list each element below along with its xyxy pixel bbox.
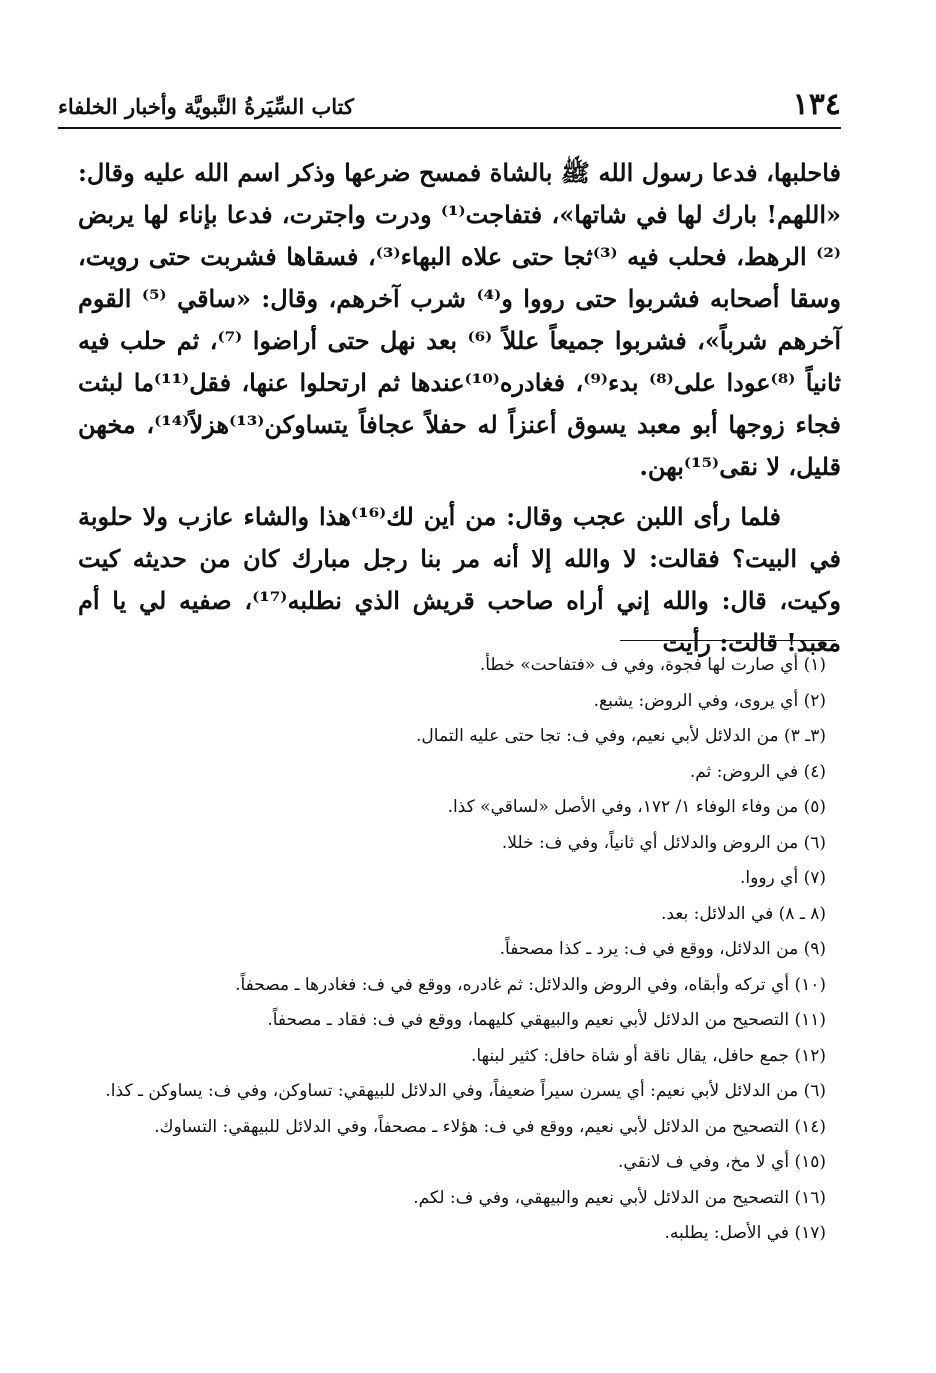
footnote: (٩) من الدلائل، ووقع في ف: يرد ـ كذا مصحفاً.	[499, 939, 826, 959]
footnote: (٦) من الروض والدلائل أي ثانياً، وفي ف: خللا.	[501, 832, 826, 853]
footnote: (٦) من الدلائل لأبي نعيم: أي يسرن سيراً ضعيفاً، وفي الدلائل للبيهقي: تساوكن، وفي ف: يساوكن ـ كذا.	[105, 1081, 826, 1101]
main-text	[78, 152, 841, 664]
footnote: (١٧) في الأصل: يطلبه.	[664, 1223, 826, 1243]
paragraph: فاحلبها، فدعا رسول الله ﷺ بالشاة فمسح ضرعها وذكر اسم الله عليه وقال: «اللهم! بارك لها في شاتها»، فتفاجت⁽¹⁾ ودرت واجترت، فدعا بإناء لها يربض ⁽²⁾ الرهط، فحلب فيه ⁽³⁾ثجا حتى علاه البهاء⁽³⁾، فسقاها فشربت حتى رويت، وسقا أصحابه فشربوا حتى رووا و⁽⁴⁾ شرب آخرهم، وقال: «ساقي ⁽⁵⁾ القوم آخرهم شرباً»، فشربوا جميعاً عللاً ⁽⁶⁾ بعد نهل حتى أراضوا ⁽⁷⁾، ثم حلب فيه ثانياً ⁽⁸⁾عودا على⁽⁸⁾ بدء⁽⁹⁾، فغادره⁽¹⁰⁾عندها ثم ارتحلوا عنها، فقل⁽¹¹⁾ما لبثت فجاء زوجها أبو معبد يسوق أعنزاً له حفلاً عجافاً يتساوكن⁽¹³⁾هزلاً⁽¹⁴⁾، مخهن قليل، لا نقى⁽¹⁵⁾بهن.	[78, 158, 842, 481]
footnote: (٢) أي يروى، وفي الروض: يشبع.	[593, 690, 826, 711]
footnote: (١٢) جمع حافل، يقال ناقة أو شاة حافل: كثير لبنها.	[470, 1045, 826, 1066]
header-divider	[58, 127, 841, 129]
footnote: (٣ـ ٣) من الدلائل لأبي نعيم، وفي ف: تجا حتى عليه التمال.	[416, 726, 826, 746]
footnote: (٥) من وفاء الوفاء ١/ ١٧٢، وفي الأصل «لساقي» كذا.	[447, 797, 826, 817]
footnote: (١٤) التصحيح من الدلائل لأبي نعيم، ووقع في ف: هؤلاء ـ مصحفاً، وفي الدلائل للبيهقي: التساوك.	[154, 1116, 826, 1137]
running-header	[58, 82, 841, 122]
footnote: (١٠) أي تركه وأبقاه، وفي الروض والدلائل: ثم غادره، ووقع في ف: فغادرها ـ مصحفاً.	[235, 974, 826, 995]
book-title: كتاب السِّيَرةُ النَّبويَّة وأخبار الخلفاء	[58, 94, 354, 119]
footnote: (١٥) أي لا مخ، وفي ف لانقي.	[618, 1152, 826, 1172]
footnote: (٧) أي رووا.	[739, 868, 826, 888]
footnotes	[78, 648, 826, 1252]
footnote: (١٦) التصحيح من الدلائل لأبي نعيم والبيهقي، وفي ف: لكم.	[413, 1187, 826, 1208]
footnote: (٨ ـ ٨) في الدلائل: بعد.	[661, 903, 826, 924]
footnote: (٤) في الروض: ثم.	[689, 761, 826, 782]
page-number: ١٣٤	[792, 87, 841, 122]
footnote-divider	[620, 640, 836, 641]
footnote: (١١) التصحيح من الدلائل لأبي نعيم والبيهقي كليهما، ووقع في ف: فقاد ـ مصحفاً.	[267, 1010, 826, 1030]
paragraph: فلما رأى اللبن عجب وقال: من أين لك⁽¹⁶⁾هذا والشاء عازب ولا حلوبة في البيت؟ فقالت: لا والله إلا أنه مر بنا رجل مبارك كان من حديثه كيت وكيت، قال: والله إني أراه صاحب قريش الذي نطلبه⁽¹⁷⁾، صفيه لي يا أم معبد! قالت: رأيت	[78, 502, 842, 657]
footnote: (١) أي صارت لها فجوة، وفي ف «فتفاحت» خطأ.	[479, 655, 826, 675]
